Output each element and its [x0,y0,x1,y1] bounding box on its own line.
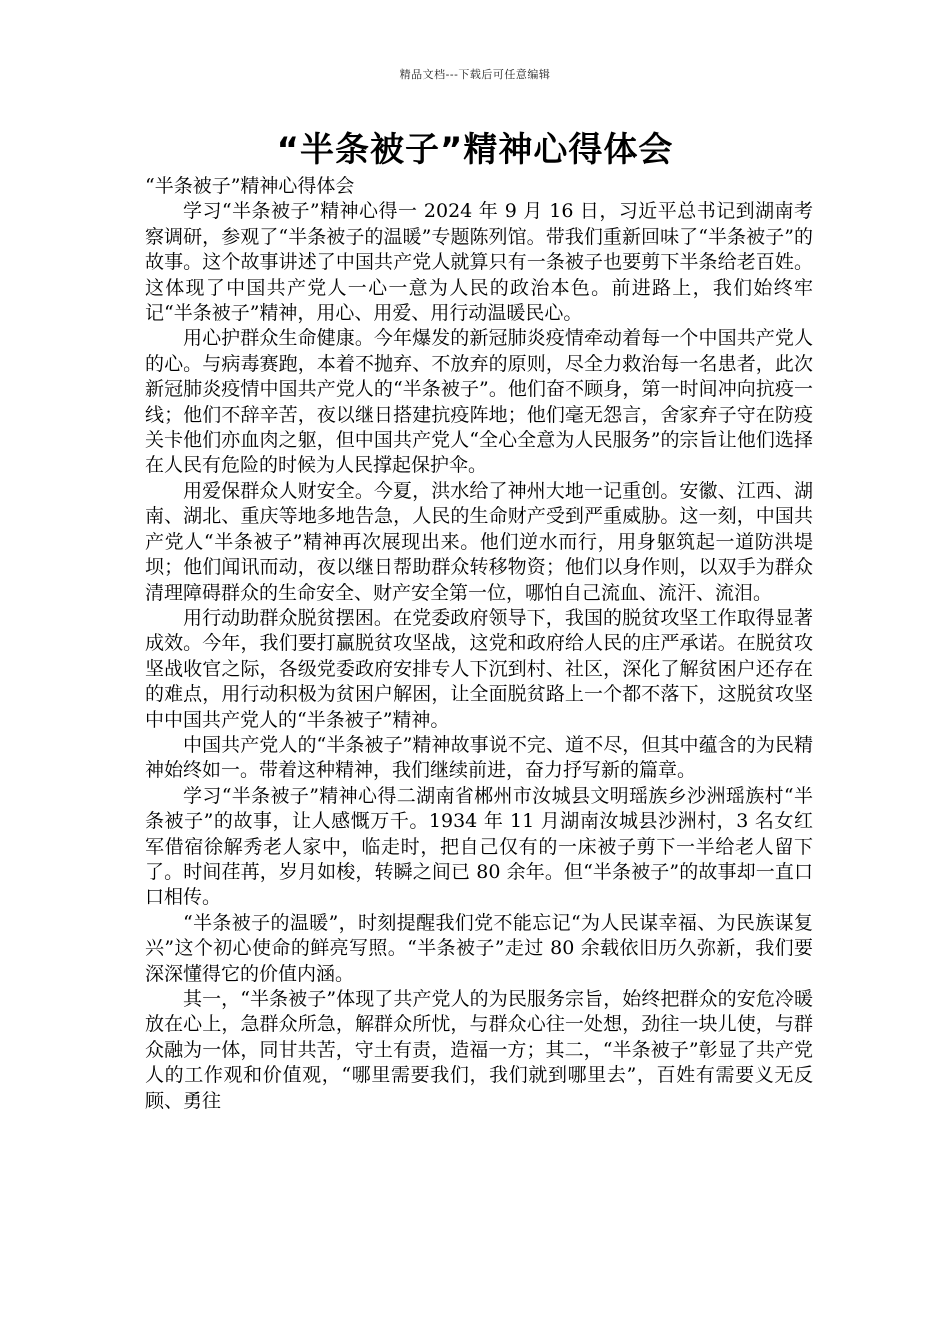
document-title: “半条被子”精神心得体会 [276,130,674,170]
paragraph: 用爱保群众人财安全。今夏，洪水给了神州大地一记重创。安徽、江西、湖南、湖北、重庆等地多地告急，人民的生命财产受到严重威胁。这一刻，中国共产党人“半条被子”精神再次展现出来。他们逆水而行，用身躯筑起一道防洪堤坝；他们闻讯而动，夜以继日帮助群众转移物资；他们以身作则，以双手为群众清理障碍群众的生命安全、财产安全第一位，哪怕自己流血、流汗、流泪。 [145,479,813,604]
paragraph: “半条被子的温暖”，时刻提醒我们党不能忘记“为人民谋幸福、为民族谋复兴”这个初心使命的鲜亮写照。“半条被子”走过 80 余载依旧历久弥新，我们要深深懂得它的价值内涵。 [145,911,813,985]
paragraph: 学习“半条被子”精神心得一 2024 年 9 月 16 日，习近平总书记到湖南考察调研，参观了“半条被子的温暖”专题陈列馆。带我们重新回味了“半条被子”的故事。这个故事讲述了中国共产党人就算只有一条被子也要剪下半条给老百姓。这体现了中国共产党人一心一意为人民的政治本色。前进路上，我们始终牢记“半条被子”精神，用心、用爱、用行动温暖民心。 [145,200,813,325]
paragraph: 其一，“半条被子”体现了共产党人的为民服务宗旨，始终把群众的安危冷暖放在心上，急群众所急，解群众所忧，与群众心往一处想，劲往一块儿使，与群众融为一体，同甘共苦，守土有责，造福一方；其二，“半条被子”彰显了共产党人的工作观和价值观，“哪里需要我们，我们就到哪里去”，百姓有需要义无反顾、勇往 [145,988,813,1112]
paragraph: 用心护群众生命健康。今年爆发的新冠肺炎疫情牵动着每一个中国共产党人的心。与病毒赛跑，本着不抛弃、不放弃的原则，尽全力救治每一名患者，此次新冠肺炎疫情中国共产党人的“半条被子”。他们奋不顾身，第一时间冲向抗疫一线；他们不辞辛苦，夜以继日搭建抗疫阵地；他们毫无怨言，舍家弃子守在防疫关卡他们亦血肉之躯，但中国共产党人“全心全意为人民服务”的宗旨让他们选择在人民有危险的时候为人民撑起保护伞。 [145,327,813,477]
paragraph: 用行动助群众脱贫摆困。在党委政府领导下，我国的脱贫攻坚工作取得显著成效。今年，我们要打赢脱贫攻坚战，这党和政府给人民的庄严承诺。在脱贫攻坚战收官之际，各级党委政府安排专人下沉到村、社区，深化了解贫困户还存在的难点，用行动积极为贫困户解困，让全面脱贫路上一个都不落下，这脱贫攻坚中中国共产党人的“半条被子”精神。 [145,606,813,731]
header-note: 精品文档---下载后可任意编辑 [399,68,551,81]
document-body [145,174,813,1114]
paragraph: 中国共产党人的“半条被子”精神故事说不完、道不尽，但其中蕴含的为民精神始终如一。带着这种精神，我们继续前进，奋力抒写新的篇章。 [145,733,813,782]
document-subtitle: “半条被子”精神心得体会 [145,175,355,197]
paragraph: 学习“半条被子”精神心得二湖南省郴州市汝城县文明瑶族乡沙洲瑶族村“半条被子”的故事，让人感慨万千。1934 年 11 月湖南汝城县沙洲村，3 名女红军借宿徐解秀老人家中，临走时，把自己仅有的一床被子剪下一半给老人留下了。时间荏苒，岁月如梭，转瞬之间已 80 余年。但“半条被子”的故事却一直口口相传。 [145,784,813,909]
